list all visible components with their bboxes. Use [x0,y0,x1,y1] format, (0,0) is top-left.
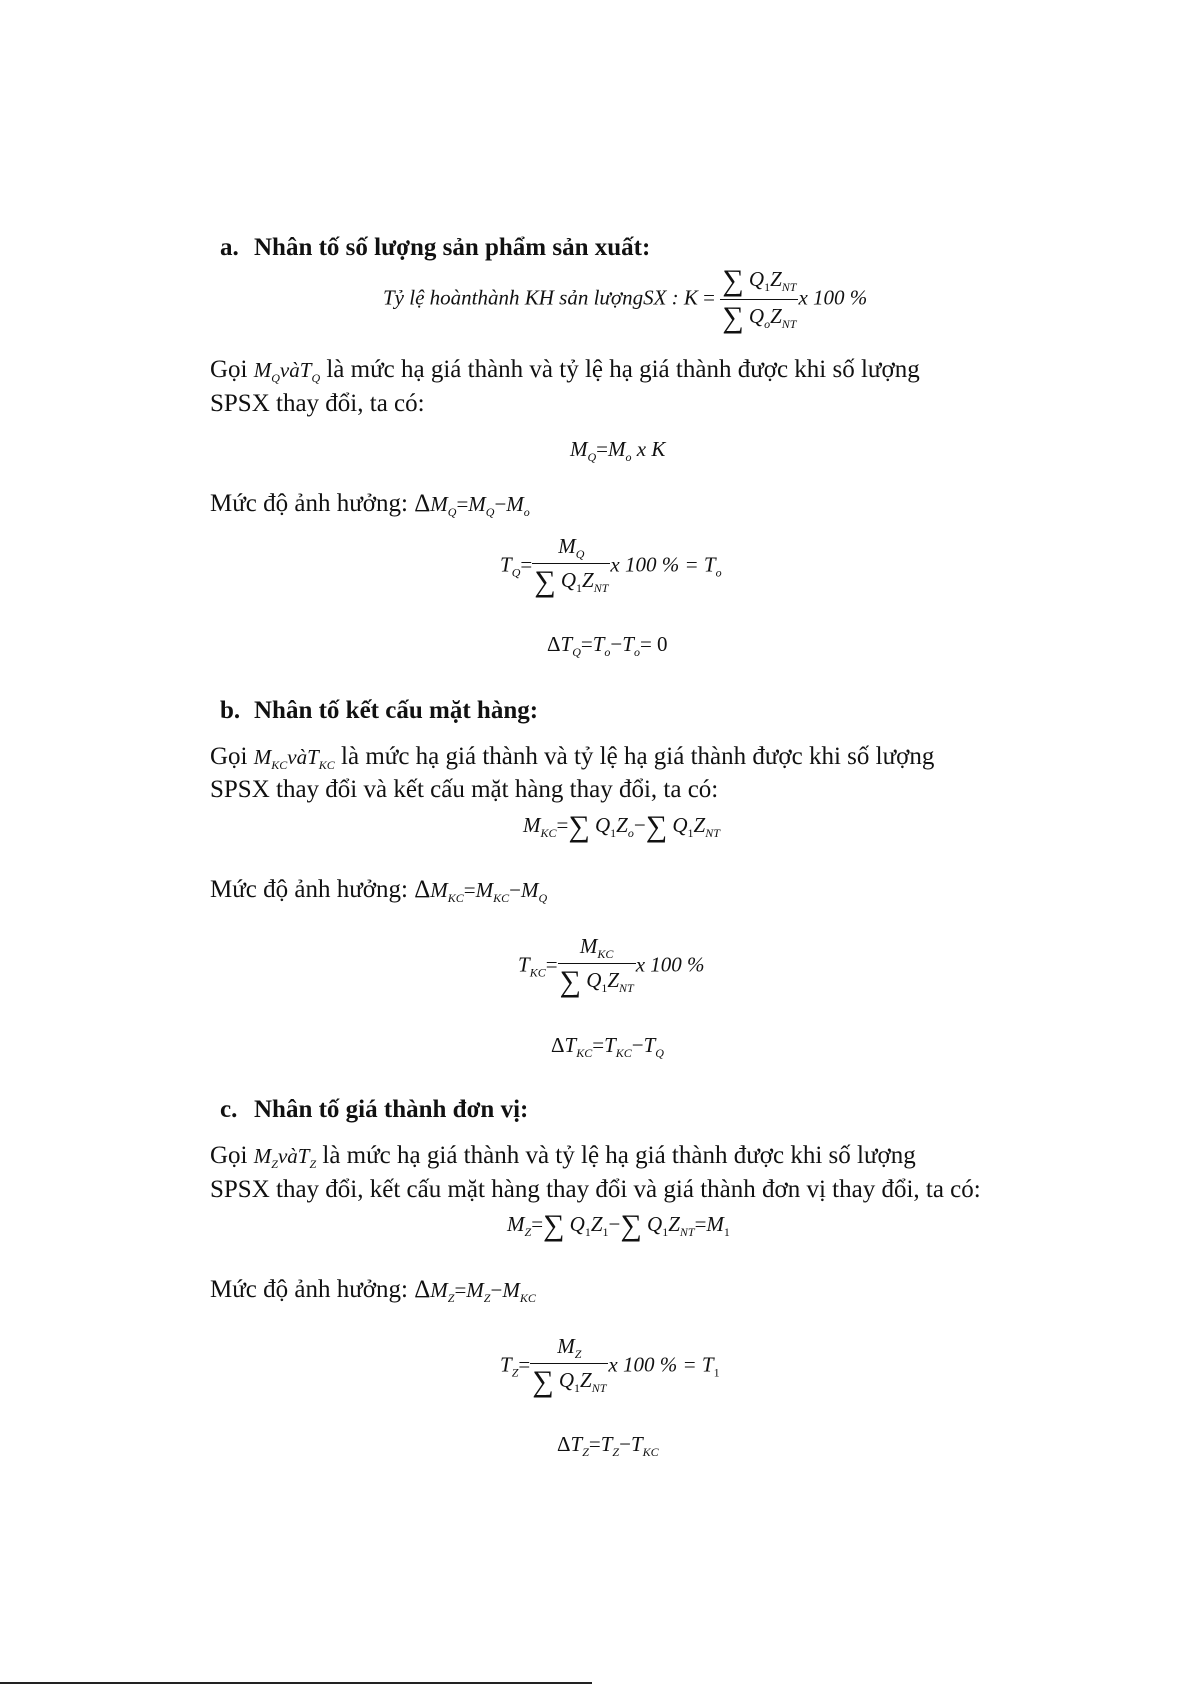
formula-tq: $T_Q=$ $\frac{M_Q}{\sum Q_1Z_{NT}}$ x 100 % = $T_o$ [500,534,722,598]
goi-c: Gọi [210,1142,248,1169]
effect-label-a: Mức độ ảnh hưởng: [210,490,408,517]
section-c-para-line2: SPSX thay đổi, kết cấu mặt hàng thay đổi và giá thành đơn vị thay đổi, ta có: [210,1176,981,1203]
va-b: và [287,745,308,769]
section-b-para-line2: SPSX thay đổi và kết cấu mặt hàng thay đổi, ta có: [210,776,719,803]
para-b-rest: là mức hạ giá thành và tỷ lệ hạ giá thành được khi số lượng [341,743,935,770]
effect-label-b: Mức độ ảnh hưởng: [210,876,408,903]
k-fraction: $\frac{\sum Q_1Z_{NT}}{\sum Q_oZ_{NT}}$ [722,264,797,334]
formula-k-ratio: Tỷ lệ hoànthành KH sản lượngSX : K = $\frac{\sum Q_1Z_{NT}}{\sum Q_oZ_{NT}}$ x 100 % [383,264,868,334]
formula-tkc: $T_{KC}=$ $\frac{M_{KC}}{\sum Q_1Z_{NT}}$ x 100 % [518,934,705,998]
formula-tz: $T_Z=$ $\frac{M_Z}{\sum Q_1Z_{NT}}$ x 100 % = $T_1$ [500,1334,720,1398]
section-a-heading [220,234,650,262]
formula-mkc: $M_{KC}=\sum$ $Q_1Z_o-\sum$ $Q_1Z_{NT}$ [523,810,720,843]
footer-divider [0,1682,592,1684]
section-c-marker: c. [220,1096,238,1123]
tz-times: x 100 % = T [608,1352,714,1377]
section-b-marker: b. [220,697,241,724]
k-times: x 100 % [798,285,868,310]
section-c-heading [220,1096,528,1124]
tq-fraction: $\frac{M_Q}{\sum Q_1Z_{NT}}$ [534,534,609,598]
para-c-rest: là mức hạ giá thành và tỷ lệ hạ giá thành được khi số lượng [322,1142,916,1169]
va-a: và [279,358,300,382]
goi-a: Gọi [210,356,248,383]
tkc-times: x 100 % [635,952,705,977]
section-a-para-line2: SPSX thay đổi, ta có: [210,390,425,417]
section-c-title: Nhân tố giá thành đơn vị: [254,1096,529,1123]
para-a-rest: là mức hạ giá thành và tỷ lệ hạ giá thành được khi số lượng [326,356,920,383]
section-a-effect: Mức độ ảnh hưởng: $\Delta M_Q=M_Q-M_o$ [210,490,530,519]
effect-label-c: Mức độ ảnh hưởng: [210,1276,408,1303]
section-a-marker: a. [220,234,239,261]
formula-mz: $M_Z=\sum$ $Q_1Z_1-\sum$ $Q_1Z_{NT}=M_1$ [507,1209,730,1242]
formula-delta-tkc: $\Delta T_{KC}=T_{KC}-T_Q$ [551,1033,664,1060]
formula-mq: $M_Q=M_o$ x K [570,437,666,464]
section-b-effect: Mức độ ảnh hưởng: $\Delta M_{KC}=M_{KC}-M_Q$ [210,876,548,905]
va-c: và [277,1144,298,1168]
formula-delta-tz: $\Delta T_Z=T_Z-T_{KC}$ [557,1432,659,1459]
section-a-title: Nhân tố số lượng sản phẩm sản xuất: [254,234,651,261]
section-b-title: Nhân tố kết cấu mặt hàng: [254,697,539,724]
formula-delta-tq: $\Delta T_Q=T_o-T_o= 0$ [547,632,668,659]
goi-b: Gọi [210,743,248,770]
section-c-para-line1: Gọi $M_ZvàT_Z$ là mức hạ giá thành và tỷ lệ hạ giá thành được khi số lượng [210,1142,916,1171]
section-c-effect: Mức độ ảnh hưởng: $\Delta M_Z=M_Z-M_{KC}$ [210,1276,536,1305]
section-b-heading [220,697,538,725]
tkc-fraction: $\frac{M_{KC}}{\sum Q_1Z_{NT}}$ [559,934,634,998]
tz-fraction: $\frac{M_Z}{\sum Q_1Z_{NT}}$ [532,1334,607,1398]
section-b-para-line1: Gọi $M_{KC}vàT_{KC}$ là mức hạ giá thành và tỷ lệ hạ giá thành được khi số lượng [210,743,935,772]
k-label: Tỷ lệ hoànthành KH sản lượngSX : K [383,285,698,310]
dtq-rhs: = 0 [639,632,668,656]
tq-times: x 100 % = T [610,552,716,577]
section-a-para-line1: Gọi $M_QvàT_Q$ là mức hạ giá thành và tỷ lệ hạ giá thành được khi số lượng [210,356,920,385]
